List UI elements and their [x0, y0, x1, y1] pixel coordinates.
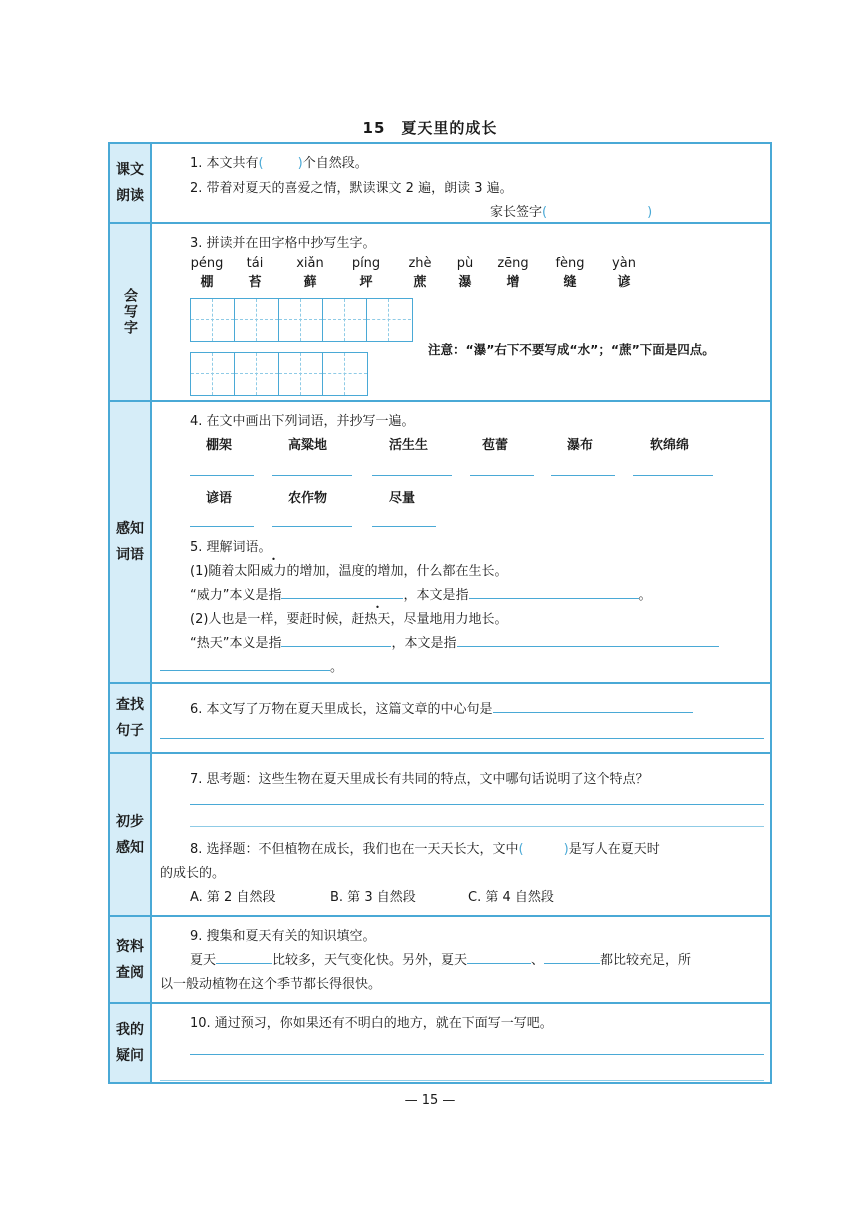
question-6: 6. 本文写了万物在夏天里成长，这篇文章的中心句是 — [190, 698, 693, 717]
answer-line-q6[interactable] — [160, 738, 764, 739]
section-label-huixie: 会写字 — [110, 224, 152, 400]
pinyin-1: péng — [190, 256, 224, 271]
question-9-line-2: 以一般动植物在这个季节都长得很快。 — [160, 977, 382, 992]
question-9-line-1: 夏天 比较多，天气变化快。另外，夏天 、 都比较充足，所 — [190, 953, 692, 968]
separator-line — [190, 826, 764, 827]
tianzige-row-1[interactable] — [190, 298, 413, 342]
char-3: 藓 — [303, 275, 317, 290]
tianzige-row-2[interactable] — [190, 352, 368, 396]
question-10: 10. 通过预习，你如果还有不明白的地方，就在下面写一写吧。 — [190, 1016, 553, 1031]
pinyin-7: zēng — [497, 256, 529, 271]
section-label-kewen: 课文朗读 — [110, 144, 152, 222]
question-5-1: (1)随着太阳威力的增加，温度的增加，什么都在生长。 — [190, 564, 508, 579]
word-5: 瀑布 — [567, 438, 594, 453]
page-title — [0, 117, 860, 138]
char-5: 蔗 — [413, 275, 427, 290]
pinyin-6: pù — [456, 256, 474, 271]
word-7: 谚语 — [206, 491, 233, 506]
writing-note: 注意：“瀑”右下不要写成“水”；“蔗”下面是四点。 — [428, 342, 715, 357]
question-2: 2. 带着对夏天的喜爱之情，默读课文 2 遍，朗读 3 遍。 — [190, 181, 513, 196]
pinyin-3: xiǎn — [296, 256, 324, 271]
answer-line-word-5[interactable] — [551, 475, 615, 476]
char-7: 增 — [506, 275, 520, 290]
question-4: 4. 在文中画出下列词语，并抄写一遍。 — [190, 414, 415, 429]
section-chazhao — [110, 684, 770, 754]
section-label-chubu: 初步感知 — [110, 754, 152, 915]
answer-line-q7[interactable] — [190, 804, 764, 805]
page-number: — 15 — — [404, 1093, 456, 1108]
word-3: 活生生 — [389, 438, 429, 453]
question-3: 3. 拼读并在田字格中抄写生字。 — [190, 236, 376, 251]
answer-line-word-7[interactable] — [190, 526, 254, 527]
word-2: 高粱地 — [288, 438, 328, 453]
section-label-yiwen: 我的疑问 — [110, 1004, 152, 1082]
section-huixie — [110, 224, 770, 402]
question-5-2-answer-cont: 。 — [160, 656, 343, 675]
word-4: 苞蕾 — [482, 438, 509, 453]
section-kewen — [110, 144, 770, 224]
answer-line-q10-1[interactable] — [190, 1054, 764, 1055]
char-6: 瀑 — [458, 275, 472, 290]
answer-line-word-6[interactable] — [633, 475, 713, 476]
option-c[interactable]: C. 第 4 自然段 — [468, 890, 554, 905]
pinyin-2: tái — [246, 256, 264, 271]
question-7: 7. 思考题：这些生物在夏天里成长有共同的特点，文中哪句话说明了这个特点？ — [190, 772, 649, 787]
option-a[interactable]: A. 第 2 自然段 — [190, 890, 276, 905]
section-label-ziliao: 资料查阅 — [110, 917, 152, 1002]
worksheet-frame — [108, 142, 772, 1084]
question-9: 9. 搜集和夏天有关的知识填空。 — [190, 929, 376, 944]
parent-signature[interactable]: 家长签字( ) — [490, 205, 653, 220]
answer-line-word-9[interactable] — [372, 526, 436, 527]
option-b[interactable]: B. 第 3 自然段 — [330, 890, 416, 905]
pinyin-4: píng — [351, 256, 381, 271]
question-5-1-answer: “威力”本义是指 ，本文是指 。 — [190, 588, 652, 603]
answer-line-q10-2[interactable] — [160, 1080, 764, 1081]
word-6: 软绵绵 — [650, 438, 690, 453]
char-4: 坪 — [359, 275, 373, 290]
lesson-title: 夏天里的成长 — [401, 119, 498, 137]
question-5-2-answer: “热天”本义是指 ，本文是指 — [190, 632, 719, 651]
answer-line-word-3[interactable] — [372, 475, 452, 476]
word-1: 棚架 — [206, 438, 233, 453]
question-5: 5. 理解词语。 — [190, 540, 272, 555]
answer-line-word-2[interactable] — [272, 475, 352, 476]
pinyin-9: yàn — [612, 256, 636, 271]
word-9: 尽量 — [389, 491, 416, 506]
question-8-cont: 的成长的。 — [160, 866, 226, 881]
word-8: 农作物 — [288, 491, 328, 506]
section-chubu — [110, 754, 770, 917]
char-1: 棚 — [200, 275, 214, 290]
pinyin-8: fèng — [555, 256, 585, 271]
char-2: 苔 — [248, 275, 262, 290]
question-1: 1. 本文共有( )个自然段。 — [190, 156, 368, 171]
lesson-number: 15 — [362, 119, 386, 137]
question-8: 8. 选择题：不但植物在成长，我们也在一天天长大，文中( )是写人在夏天时 — [190, 842, 660, 857]
pinyin-5: zhè — [408, 256, 432, 271]
answer-line-word-8[interactable] — [272, 526, 352, 527]
answer-line-word-1[interactable] — [190, 475, 254, 476]
section-ganzhi — [110, 402, 770, 684]
question-5-2: (2)人也是一样，要赶时候，赶热天，尽量地用力地长。 — [190, 612, 508, 627]
section-label-ganzhi: 感知词语 — [110, 402, 152, 682]
section-ziliao — [110, 917, 770, 1004]
section-yiwen — [110, 1004, 770, 1082]
char-8: 缝 — [563, 275, 577, 290]
answer-line-word-4[interactable] — [470, 475, 534, 476]
section-label-chazhao: 查找句子 — [110, 684, 152, 752]
char-9: 谚 — [617, 275, 631, 290]
